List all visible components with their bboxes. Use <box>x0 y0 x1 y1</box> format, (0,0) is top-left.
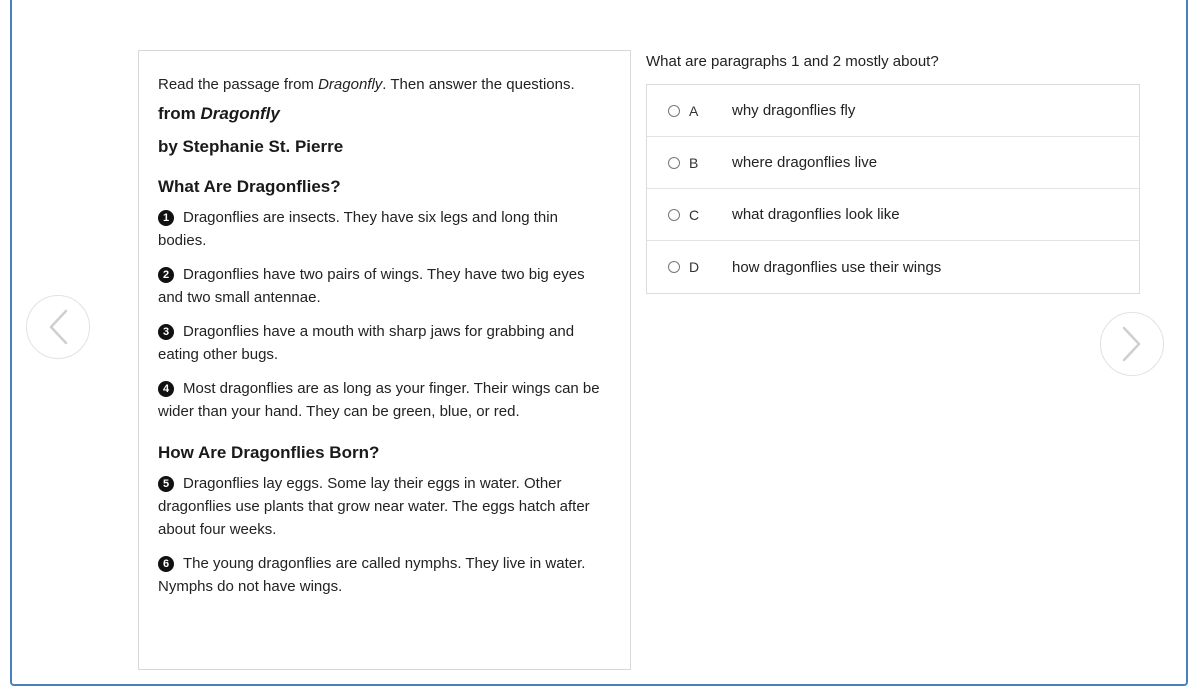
paragraph-number-badge: 1 <box>158 210 174 226</box>
passage-panel <box>138 50 631 670</box>
chevron-right-icon <box>1120 325 1144 363</box>
radio-button-d[interactable] <box>668 261 680 273</box>
choice-letter: C <box>689 206 700 223</box>
choice-a[interactable] <box>647 85 1139 137</box>
paragraph-number-badge: 6 <box>158 556 174 572</box>
paragraph-number-badge: 2 <box>158 267 174 283</box>
radio-button-a[interactable] <box>668 105 680 117</box>
section-heading: How Are Dragonflies Born? <box>158 443 380 462</box>
next-button[interactable] <box>1100 312 1164 376</box>
choice-letter: D <box>689 259 700 275</box>
previous-button[interactable] <box>26 295 90 359</box>
paragraph-6: 6 The young dragonflies are called nymphs. They live in water. Nymphs do not have wings. <box>158 555 586 595</box>
chevron-left-icon <box>46 308 70 346</box>
question-prompt: What are paragraphs 1 and 2 mostly about? <box>646 53 939 70</box>
choice-d[interactable] <box>647 241 1139 293</box>
paragraph-3: 3 Dragonflies have a mouth with sharp jaws for grabbing and eating other bugs. <box>158 323 575 363</box>
choice-c[interactable] <box>647 189 1139 241</box>
paragraph-2: 2 Dragonflies have two pairs of wings. They have two big eyes and two small antennae. <box>158 266 585 306</box>
source-title: from Dragonfly <box>158 104 280 123</box>
choice-b[interactable] <box>647 137 1139 189</box>
paragraph-1: 1 Dragonflies are insects. They have six legs and long thin bodies. <box>158 209 558 249</box>
choice-letter: B <box>689 154 699 171</box>
choice-text: why dragonflies fly <box>732 102 856 119</box>
choice-text: how dragonflies use their wings <box>732 258 942 276</box>
choice-text: what dragonflies look like <box>732 206 900 223</box>
paragraph-5: 5 Dragonflies lay eggs. Some lay their eggs in water. Other dragonflies use plants that grow near water. The eggs hatch after about four weeks. <box>158 475 590 538</box>
choice-letter: A <box>689 102 699 119</box>
section-heading: What Are Dragonflies? <box>158 177 341 196</box>
paragraph-number-badge: 4 <box>158 381 174 397</box>
radio-button-c[interactable] <box>668 209 680 221</box>
choice-text: where dragonflies live <box>732 154 878 171</box>
paragraph-4: 4 Most dragonflies are as long as your finger. Their wings can be wider than your hand. They can be green, blue, or red. <box>158 380 600 420</box>
paragraph-number-badge: 5 <box>158 476 174 492</box>
source-author: by Stephanie St. Pierre <box>158 137 344 156</box>
paragraph-number-badge: 3 <box>158 324 174 340</box>
passage-instructions: Read the passage from Dragonfly. Then answer the questions. <box>158 76 575 93</box>
radio-button-b[interactable] <box>668 157 680 169</box>
answer-choices <box>646 84 1140 294</box>
